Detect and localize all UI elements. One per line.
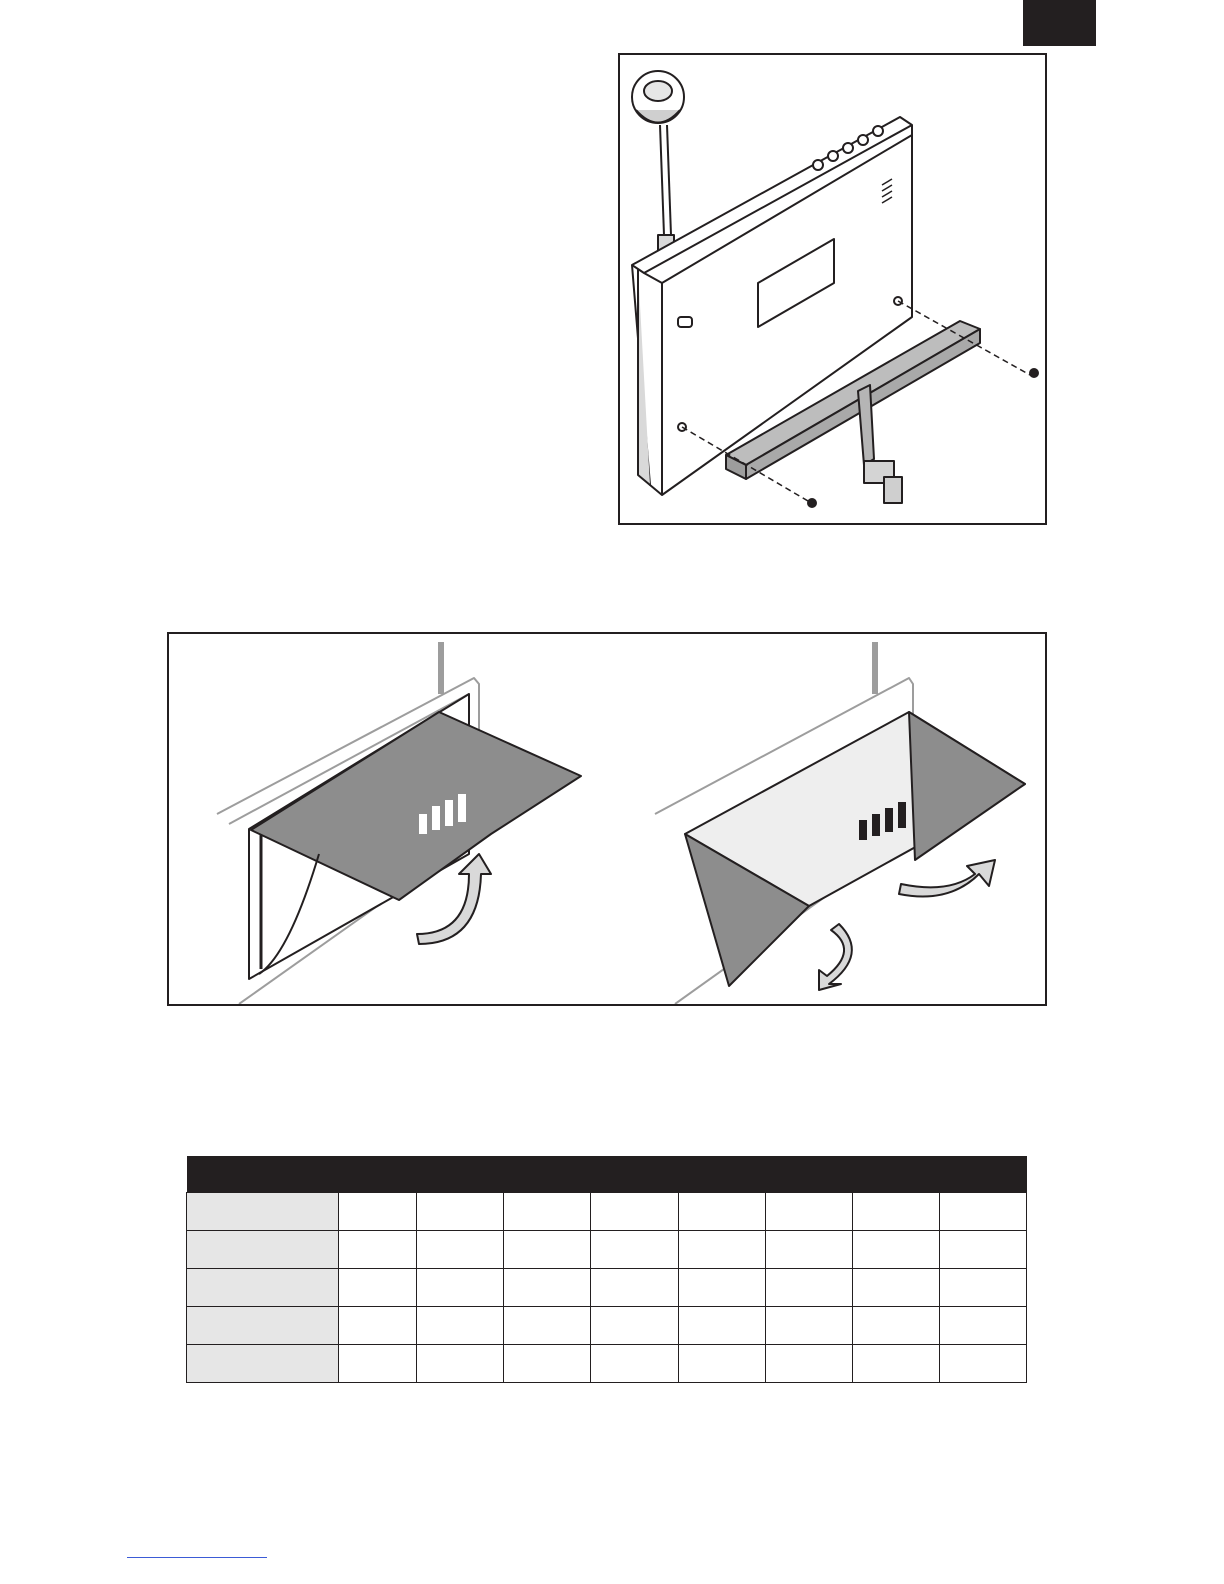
table-cell (765, 1269, 852, 1307)
table-cell (678, 1345, 765, 1383)
table-cell (765, 1193, 852, 1231)
table-cell (939, 1269, 1026, 1307)
table-cell (591, 1307, 678, 1345)
table-row-label (187, 1193, 339, 1231)
table-cell (417, 1269, 504, 1307)
table-cell (417, 1231, 504, 1269)
table-cell (939, 1231, 1026, 1269)
table-row (187, 1307, 1027, 1345)
table-cell (504, 1193, 591, 1231)
table-cell (765, 1345, 852, 1383)
table-row (187, 1231, 1027, 1269)
page-tab-marker (1023, 0, 1096, 46)
table-cell (939, 1193, 1026, 1231)
table-cell (417, 1193, 504, 1231)
table-cell (591, 1345, 678, 1383)
table-cell (591, 1231, 678, 1269)
table-cell (678, 1231, 765, 1269)
table-row (187, 1345, 1027, 1383)
table-cell (852, 1307, 939, 1345)
sun-hood-figure (167, 632, 1047, 1006)
table-cell (339, 1193, 417, 1231)
table-cell (852, 1231, 939, 1269)
channel-frequency-table (186, 1156, 1027, 1383)
monitor-mount-bracket-illustration (620, 55, 1045, 523)
table-cell (939, 1345, 1026, 1383)
table-cell (852, 1193, 939, 1231)
table-cell (417, 1307, 504, 1345)
table-cell (417, 1345, 504, 1383)
table-cell (339, 1269, 417, 1307)
table-cell (765, 1307, 852, 1345)
table-cell (678, 1307, 765, 1345)
table-header (187, 1156, 1027, 1193)
table-cell (765, 1231, 852, 1269)
table-row-label (187, 1231, 339, 1269)
table-cell (339, 1345, 417, 1383)
table-row-label (187, 1345, 339, 1383)
table-cell (504, 1269, 591, 1307)
table-cell (339, 1307, 417, 1345)
sun-hood-assembly-illustration (169, 634, 1045, 1004)
table-row-label (187, 1307, 339, 1345)
footer-link-rule (127, 1557, 267, 1558)
table-cell (504, 1345, 591, 1383)
table-cell (504, 1307, 591, 1345)
hood-side-fold-arrow-icon (899, 860, 995, 897)
table-cell (504, 1231, 591, 1269)
antenna-icon (632, 71, 684, 263)
mount-bracket-figure (618, 53, 1047, 525)
table-row (187, 1193, 1027, 1231)
table-cell (591, 1193, 678, 1231)
table-cell (678, 1193, 765, 1231)
table-cell (678, 1269, 765, 1307)
table-cell (591, 1269, 678, 1307)
table-row (187, 1269, 1027, 1307)
table-cell (339, 1231, 417, 1269)
table-cell (939, 1307, 1026, 1345)
table-cell (852, 1269, 939, 1307)
table-cell (852, 1345, 939, 1383)
table-row-label (187, 1269, 339, 1307)
